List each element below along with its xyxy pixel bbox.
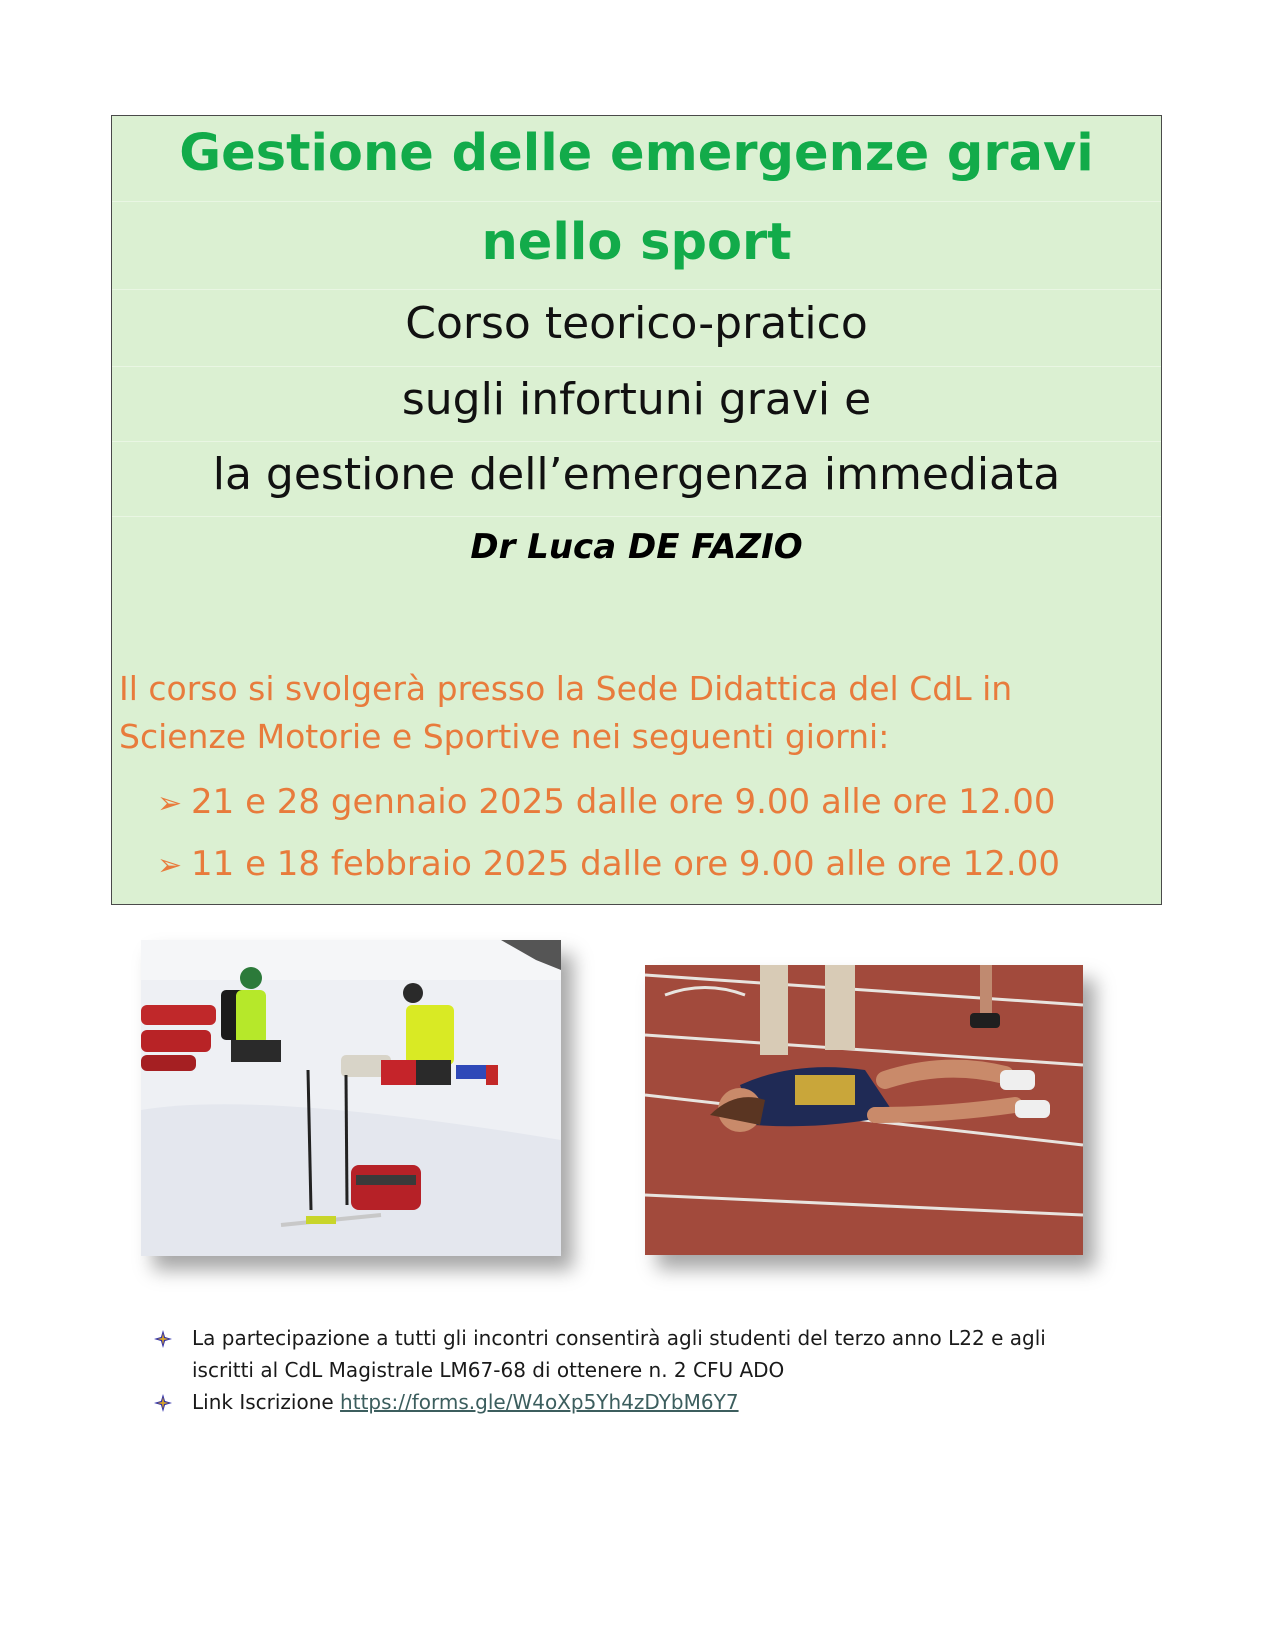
subtitle-line-2: sugli infortuni gravi e xyxy=(401,374,872,425)
venue-line-2: Scienze Motorie e Sportive nei seguenti giorni: xyxy=(119,717,890,756)
ski-rescue-photo xyxy=(141,940,561,1256)
date-item-2 xyxy=(157,840,1060,890)
bullet-text-line-1: La partecipazione a tutti gli incontri consentirà agli studenti del terzo anno L22 e agli xyxy=(192,1326,1046,1350)
table-divider xyxy=(112,441,1161,442)
arrow-right-icon: ➢ xyxy=(157,848,183,883)
list-item xyxy=(152,1386,1132,1418)
date-text-1: 21 e 28 gennaio 2025 dalle ore 9.00 alle ore 12.00 xyxy=(191,782,1056,822)
table-divider xyxy=(112,201,1161,202)
link-label: Link Iscrizione xyxy=(192,1390,341,1414)
sparkle-bullet-icon xyxy=(154,1330,172,1348)
date-item-1 xyxy=(157,778,1056,828)
date-text-2: 11 e 18 febbraio 2025 dalle ore 9.00 alle ore 12.00 xyxy=(191,844,1060,884)
venue-line-1: Il corso si svolgerà presso la Sede Didattica del CdL in xyxy=(119,669,1013,708)
author-name: Dr Luca DE FAZIO xyxy=(470,527,803,567)
subtitle-line-1: Corso teorico-pratico xyxy=(405,298,868,349)
arrow-right-icon: ➢ xyxy=(157,786,183,821)
table-divider xyxy=(112,289,1161,290)
info-bullets xyxy=(152,1322,1132,1418)
table-divider xyxy=(112,366,1161,367)
course-info-box xyxy=(111,115,1162,905)
sparkle-bullet-icon xyxy=(154,1394,172,1412)
list-item xyxy=(152,1322,1132,1386)
subtitle-line-3: la gestione dell’emergenza immediata xyxy=(212,449,1061,500)
table-divider xyxy=(112,516,1161,517)
title-line-1: Gestione delle emergenze gravi xyxy=(179,124,1094,183)
registration-link[interactable]: https://forms.gle/W4oXp5Yh4zDYbM6Y7 xyxy=(340,1390,739,1414)
athlete-injury-photo xyxy=(645,965,1083,1255)
bullet-text-line-2: iscritti al CdL Magistrale LM67-68 di ottenere n. 2 CFU ADO xyxy=(192,1358,785,1382)
title-line-2: nello sport xyxy=(481,213,792,272)
